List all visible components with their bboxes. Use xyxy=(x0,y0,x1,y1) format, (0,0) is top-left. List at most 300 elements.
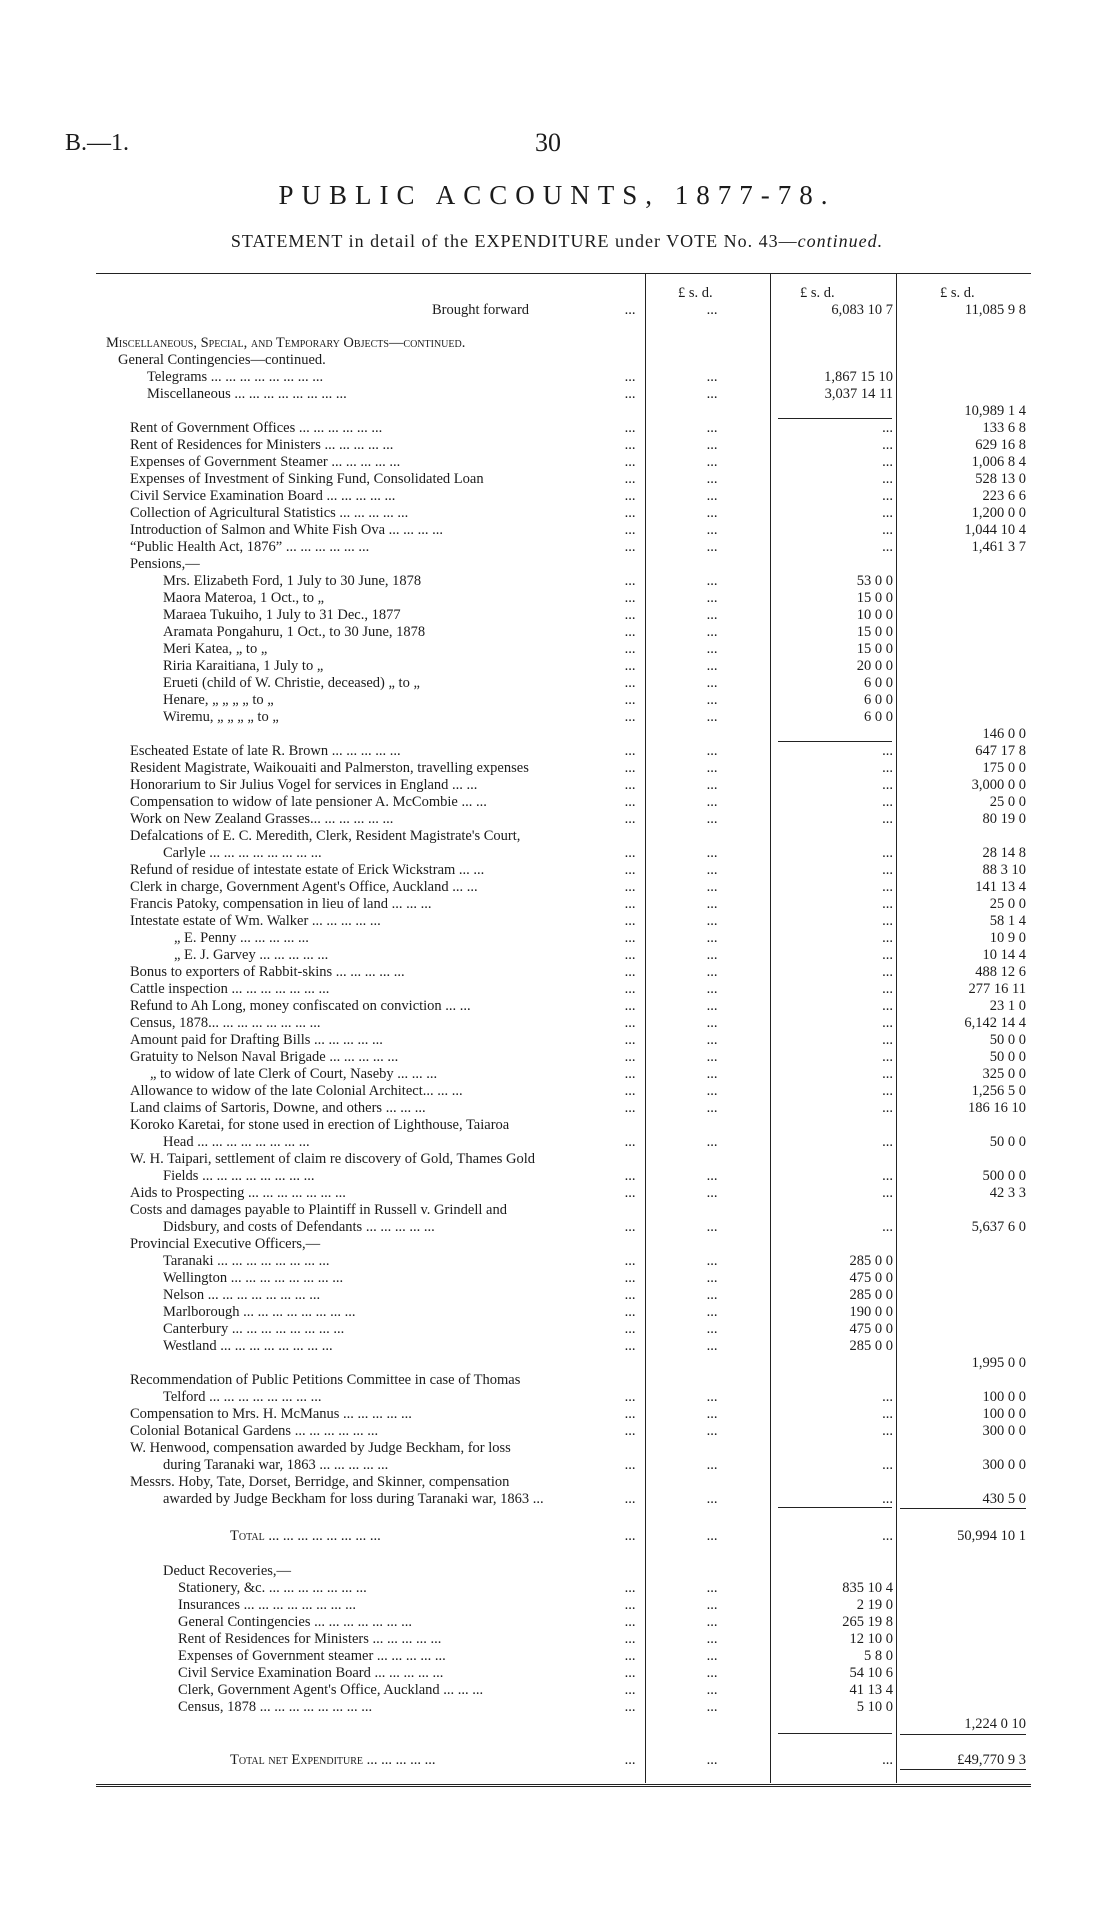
row-leader-dots: ... xyxy=(624,1066,636,1082)
col3-value: 50 0 0 xyxy=(989,1134,1026,1150)
table-row xyxy=(0,454,1114,471)
col1-header: £ s. d. xyxy=(678,285,713,301)
col2-value: 53 0 0 xyxy=(856,573,893,589)
col1-value: ... xyxy=(706,1049,718,1065)
col2-value: ... xyxy=(882,1066,893,1082)
row-leader-dots: ... xyxy=(624,964,636,980)
row-description: Refund to Ah Long, money confiscated on conviction ... ... xyxy=(130,998,471,1014)
row-leader-dots: ... xyxy=(624,658,636,674)
row-description: Census, 1878... ... ... ... ... ... ... ... xyxy=(130,1015,321,1031)
row-leader-dots: ... xyxy=(624,1338,636,1354)
row-description: Costs and damages payable to Plaintiff in Russell v. Grindell and xyxy=(130,1202,507,1218)
row-leader-dots: ... xyxy=(624,777,636,793)
col1-value: ... xyxy=(706,930,718,946)
col3-value: 23 1 0 xyxy=(989,998,1026,1014)
col2-value: ... xyxy=(882,794,893,810)
col2-value: ... xyxy=(882,964,893,980)
row-description: Insurances ... ... ... ... ... ... ... ... xyxy=(178,1597,357,1613)
col2-value: 285 0 0 xyxy=(849,1338,893,1354)
row-description: during Taranaki war, 1863 ... ... ... ... ... xyxy=(163,1457,389,1473)
col1-value: ... xyxy=(706,1066,718,1082)
col1-value: ... xyxy=(706,658,718,674)
col2-value: ... xyxy=(882,1457,893,1473)
row-description: Aids to Prospecting ... ... ... ... ... ... ... xyxy=(130,1185,346,1201)
row-description: W. H. Taipari, settlement of claim re discovery of Gold, Thames Gold xyxy=(130,1151,536,1167)
col2-value: 285 0 0 xyxy=(849,1253,893,1269)
col1-value: ... xyxy=(706,1699,718,1715)
page-reference: B.—1. xyxy=(65,130,130,156)
col2-value: ... xyxy=(882,1032,893,1048)
col3-value: 1,461 3 7 xyxy=(971,539,1026,555)
row-description: General Contingencies ... ... ... ... ... ... ... xyxy=(178,1614,412,1630)
col2-value: ... xyxy=(882,930,893,946)
row-leader-dots: ... xyxy=(624,692,636,708)
table-row xyxy=(0,760,1114,777)
col1-value: ... xyxy=(706,369,718,385)
col2-value: ... xyxy=(882,1100,893,1116)
row-leader-dots: ... xyxy=(624,471,636,487)
row-description: “Public Health Act, 1876” ... ... ... ... ... ... xyxy=(130,539,370,555)
col1-value: ... xyxy=(706,420,718,436)
col1-value: ... xyxy=(706,1304,718,1320)
row-description: Koroko Karetai, for stone used in erection of Lighthouse, Taiaroa xyxy=(130,1117,510,1133)
row-description: Taranaki ... ... ... ... ... ... ... ... xyxy=(163,1253,330,1269)
col1-value: ... xyxy=(706,1253,718,1269)
row-description: Wiremu, „ „ „ „ to „ xyxy=(163,709,279,725)
col1-value: ... xyxy=(706,471,718,487)
row-description: Didsbury, and costs of Defendants ... ... ... ... ... xyxy=(163,1219,435,1235)
table-row xyxy=(0,1270,1114,1287)
col2-value: ... xyxy=(882,471,893,487)
col2-value: 15 0 0 xyxy=(856,590,893,606)
col2-value: 6,083 10 7 xyxy=(831,302,893,318)
row-leader-dots: ... xyxy=(624,1100,636,1116)
row-leader-dots: ... xyxy=(624,1665,636,1681)
col3-value: £49,770 9 3 xyxy=(957,1752,1026,1768)
col1-value: ... xyxy=(706,505,718,521)
subtotal-rule xyxy=(900,1734,1026,1735)
col1-value: ... xyxy=(706,1752,718,1768)
col3-value: 5,637 6 0 xyxy=(971,1219,1026,1235)
row-leader-dots: ... xyxy=(624,1134,636,1150)
subtotal-rule xyxy=(900,1508,1026,1509)
row-description: Expenses of Government Steamer ... ... ... ... ... xyxy=(130,454,401,470)
col3-value: 186 16 10 xyxy=(968,1100,1026,1116)
row-leader-dots: ... xyxy=(624,1406,636,1422)
row-description: Erueti (child of W. Christie, deceased) „ to „ xyxy=(163,675,420,691)
col1-value: ... xyxy=(706,1219,718,1235)
row-description: Fields ... ... ... ... ... ... ... ... xyxy=(163,1168,315,1184)
table-row xyxy=(0,590,1114,607)
table-row xyxy=(0,1389,1114,1406)
col1-value: ... xyxy=(706,675,718,691)
table-row xyxy=(0,573,1114,590)
row-leader-dots: ... xyxy=(624,573,636,589)
row-leader-dots: ... xyxy=(624,879,636,895)
row-description: W. Henwood, compensation awarded by Judge Beckham, for loss xyxy=(130,1440,511,1456)
col3-value: 80 19 0 xyxy=(982,811,1026,827)
col2-value: ... xyxy=(882,1083,893,1099)
col2-value: 41 13 4 xyxy=(849,1682,893,1698)
col2-value: ... xyxy=(882,1528,893,1544)
table-row xyxy=(0,879,1114,896)
col1-value: ... xyxy=(706,845,718,861)
table-row xyxy=(0,1100,1114,1117)
row-description: Rent of Residences for Ministers ... ... ... ... ... xyxy=(178,1631,442,1647)
row-description: Telford ... ... ... ... ... ... ... ... xyxy=(163,1389,322,1405)
row-description: Stationery, &c. ... ... ... ... ... ... ... xyxy=(178,1580,367,1596)
subtitle-suffix: continued. xyxy=(797,231,884,251)
table-row xyxy=(0,1699,1114,1716)
col3-value: 50 0 0 xyxy=(989,1032,1026,1048)
col2-value: 15 0 0 xyxy=(856,624,893,640)
table-row xyxy=(0,1032,1114,1049)
row-description: Mrs. Elizabeth Ford, 1 July to 30 June, 1878 xyxy=(163,573,422,589)
col3-value: 25 0 0 xyxy=(989,896,1026,912)
col1-value: ... xyxy=(706,302,718,318)
row-leader-dots: ... xyxy=(624,896,636,912)
col3-value: 500 0 0 xyxy=(982,1168,1026,1184)
table-row xyxy=(0,352,1114,369)
col2-value: 3,037 14 11 xyxy=(824,386,893,402)
table-row xyxy=(0,369,1114,386)
col3-value: 277 16 11 xyxy=(968,981,1026,997)
col1-value: ... xyxy=(706,1528,718,1544)
row-leader-dots: ... xyxy=(624,947,636,963)
col1-value: ... xyxy=(706,896,718,912)
col1-value: ... xyxy=(706,488,718,504)
col3-value: 325 0 0 xyxy=(982,1066,1026,1082)
row-description: Provincial Executive Officers,— xyxy=(130,1236,321,1252)
row-leader-dots: ... xyxy=(624,1270,636,1286)
table-row xyxy=(0,1253,1114,1270)
col1-value: ... xyxy=(706,709,718,725)
row-leader-dots: ... xyxy=(624,1614,636,1630)
col1-value: ... xyxy=(706,998,718,1014)
page-number: 30 xyxy=(535,128,561,157)
col1-value: ... xyxy=(706,1614,718,1630)
row-description: Maora Materoa, 1 Oct., to „ xyxy=(163,590,325,606)
row-description: Messrs. Hoby, Tate, Dorset, Berridge, and Skinner, compensation xyxy=(130,1474,510,1490)
table-row xyxy=(0,1304,1114,1321)
col2-value: ... xyxy=(882,913,893,929)
row-leader-dots: ... xyxy=(624,1528,636,1544)
row-description: Head ... ... ... ... ... ... ... ... xyxy=(163,1134,310,1150)
row-leader-dots: ... xyxy=(624,1287,636,1303)
col3-value: 42 3 3 xyxy=(989,1185,1026,1201)
row-leader-dots: ... xyxy=(624,539,636,555)
col2-value: ... xyxy=(882,1134,893,1150)
row-leader-dots: ... xyxy=(624,1648,636,1664)
row-leader-dots: ... xyxy=(624,1389,636,1405)
row-description: Census, 1878 ... ... ... ... ... ... ... ... xyxy=(178,1699,373,1715)
row-description: Honorarium to Sir Julius Vogel for services in England ... ... xyxy=(130,777,478,793)
row-leader-dots: ... xyxy=(624,1699,636,1715)
table-row xyxy=(0,1716,1114,1733)
row-description: Aramata Pongahuru, 1 Oct., to 30 June, 1878 xyxy=(163,624,426,640)
col3-value: 1,995 0 0 xyxy=(971,1355,1026,1371)
row-description: Francis Patoky, compensation in lieu of land ... ... ... xyxy=(130,896,432,912)
table-row xyxy=(0,845,1114,862)
table-row xyxy=(0,981,1114,998)
table-row xyxy=(0,1355,1114,1372)
row-description: Westland ... ... ... ... ... ... ... ... xyxy=(163,1338,333,1354)
col2-value: 6 0 0 xyxy=(864,709,893,725)
row-leader-dots: ... xyxy=(624,1423,636,1439)
row-description: Clerk, Government Agent's Office, Auckland ... ... ... xyxy=(178,1682,484,1698)
table-row xyxy=(0,1372,1114,1389)
row-leader-dots: ... xyxy=(624,1304,636,1320)
col3-value: 100 0 0 xyxy=(982,1406,1026,1422)
col2-value: ... xyxy=(882,1168,893,1184)
table-row xyxy=(0,794,1114,811)
table-row xyxy=(0,1185,1114,1202)
table-row xyxy=(0,896,1114,913)
row-leader-dots: ... xyxy=(624,913,636,929)
row-description: „ E. J. Garvey ... ... ... ... ... xyxy=(174,947,329,963)
col1-value: ... xyxy=(706,1015,718,1031)
row-leader-dots: ... xyxy=(624,386,636,402)
col2-value: ... xyxy=(882,981,893,997)
col1-value: ... xyxy=(706,1457,718,1473)
row-description: Recommendation of Public Petitions Committee in case of Thomas xyxy=(130,1372,521,1388)
table-row xyxy=(0,386,1114,403)
col1-value: ... xyxy=(706,794,718,810)
table-row xyxy=(0,998,1114,1015)
row-leader-dots: ... xyxy=(624,1682,636,1698)
col2-value: ... xyxy=(882,505,893,521)
col3-value: 488 12 6 xyxy=(975,964,1026,980)
row-description: Miscellaneous, Special, and Temporary Objects—continued. xyxy=(106,335,466,351)
table-row xyxy=(0,828,1114,845)
table-row xyxy=(0,1440,1114,1457)
row-description: Carlyle ... ... ... ... ... ... ... ... xyxy=(163,845,322,861)
subtotal-rule xyxy=(778,418,892,419)
table-row xyxy=(0,1631,1114,1648)
col1-value: ... xyxy=(706,1168,718,1184)
col1-value: ... xyxy=(706,760,718,776)
table-row xyxy=(0,692,1114,709)
row-description: „ E. Penny ... ... ... ... ... xyxy=(174,930,309,946)
col3-value: 25 0 0 xyxy=(989,794,1026,810)
row-leader-dots: ... xyxy=(624,1321,636,1337)
col1-value: ... xyxy=(706,692,718,708)
col3-header: £ s. d. xyxy=(940,285,975,301)
col1-value: ... xyxy=(706,1185,718,1201)
table-row xyxy=(0,1491,1114,1508)
row-leader-dots: ... xyxy=(624,488,636,504)
row-leader-dots: ... xyxy=(624,1083,636,1099)
table-row xyxy=(0,437,1114,454)
col2-value: ... xyxy=(882,777,893,793)
row-description: Resident Magistrate, Waikouaiti and Palmerston, travelling expenses xyxy=(130,760,529,776)
row-leader-dots: ... xyxy=(624,981,636,997)
col1-value: ... xyxy=(706,607,718,623)
row-leader-dots: ... xyxy=(624,862,636,878)
row-description: Pensions,— xyxy=(130,556,200,572)
row-leader-dots: ... xyxy=(624,1631,636,1647)
row-description: Total net Expenditure ... ... ... ... ... xyxy=(230,1752,436,1768)
row-description: Collection of Agricultural Statistics ... ... ... ... ... xyxy=(130,505,409,521)
row-description: awarded by Judge Beckham for loss during Taranaki war, 1863 ... xyxy=(163,1491,544,1507)
col2-value: 12 10 0 xyxy=(849,1631,893,1647)
table-row xyxy=(0,505,1114,522)
col1-value: ... xyxy=(706,539,718,555)
table-row xyxy=(0,1614,1114,1631)
row-description: Compensation to Mrs. H. McManus ... ... ... ... ... xyxy=(130,1406,412,1422)
row-leader-dots: ... xyxy=(624,760,636,776)
table-row xyxy=(0,641,1114,658)
col3-value: 10 14 4 xyxy=(982,947,1026,963)
col2-value: 475 0 0 xyxy=(849,1321,893,1337)
row-description: Bonus to exporters of Rabbit-skins ... ... ... ... ... xyxy=(130,964,405,980)
table-row xyxy=(0,1563,1114,1580)
table-row xyxy=(0,862,1114,879)
table-row xyxy=(0,777,1114,794)
table-row xyxy=(0,1083,1114,1100)
row-leader-dots: ... xyxy=(624,794,636,810)
col2-value: 475 0 0 xyxy=(849,1270,893,1286)
col2-value: ... xyxy=(882,1219,893,1235)
col2-value: ... xyxy=(882,862,893,878)
col2-value: ... xyxy=(882,760,893,776)
row-description: Maraea Tukuiho, 1 July to 31 Dec., 1877 xyxy=(163,607,401,623)
subtotal-rule xyxy=(778,1733,892,1734)
subtotal-rule xyxy=(778,741,892,742)
col3-value: 528 13 0 xyxy=(975,471,1026,487)
col3-value: 133 6 8 xyxy=(982,420,1026,436)
row-leader-dots: ... xyxy=(624,1049,636,1065)
col1-value: ... xyxy=(706,1406,718,1422)
row-leader-dots: ... xyxy=(624,709,636,725)
col2-value: ... xyxy=(882,1389,893,1405)
row-leader-dots: ... xyxy=(624,590,636,606)
col1-value: ... xyxy=(706,641,718,657)
row-description: Nelson ... ... ... ... ... ... ... ... xyxy=(163,1287,321,1303)
table-row xyxy=(0,1423,1114,1440)
col3-value: 50 0 0 xyxy=(989,1049,1026,1065)
table-row xyxy=(0,522,1114,539)
table-row xyxy=(0,1168,1114,1185)
row-description: Canterbury ... ... ... ... ... ... ... ... xyxy=(163,1321,345,1337)
col3-value: 1,200 0 0 xyxy=(971,505,1026,521)
row-description: Expenses of Government steamer ... ... ... ... ... xyxy=(178,1648,446,1664)
col2-value: 265 19 8 xyxy=(842,1614,893,1630)
col1-value: ... xyxy=(706,454,718,470)
table-row xyxy=(0,964,1114,981)
row-leader-dots: ... xyxy=(624,1597,636,1613)
row-leader-dots: ... xyxy=(624,522,636,538)
col3-value: 88 3 10 xyxy=(982,862,1026,878)
col2-value: 20 0 0 xyxy=(856,658,893,674)
row-leader-dots: ... xyxy=(624,998,636,1014)
table-row xyxy=(0,1682,1114,1699)
table-row xyxy=(0,709,1114,726)
row-description: Miscellaneous ... ... ... ... ... ... ... ... xyxy=(147,386,347,402)
col3-value: 1,044 10 4 xyxy=(964,522,1026,538)
row-description: Amount paid for Drafting Bills ... ... ... ... ... xyxy=(130,1032,383,1048)
col1-value: ... xyxy=(706,913,718,929)
table-row xyxy=(0,471,1114,488)
table-row xyxy=(0,607,1114,624)
row-description: Riria Karaitiana, 1 July to „ xyxy=(163,658,324,674)
row-leader-dots: ... xyxy=(624,1752,636,1768)
row-description: Defalcations of E. C. Meredith, Clerk, Resident Magistrate's Court, xyxy=(130,828,521,844)
table-row xyxy=(0,539,1114,556)
table-row xyxy=(0,1474,1114,1491)
row-leader-dots: ... xyxy=(624,675,636,691)
col2-value: 835 10 4 xyxy=(842,1580,893,1596)
row-leader-dots: ... xyxy=(624,1491,636,1507)
table-row xyxy=(0,420,1114,437)
row-description: „ to widow of late Clerk of Court, Naseby ... ... ... xyxy=(150,1066,438,1082)
col1-value: ... xyxy=(706,1648,718,1664)
table-row xyxy=(0,1648,1114,1665)
col3-value: 28 14 8 xyxy=(982,845,1026,861)
row-leader-dots: ... xyxy=(624,641,636,657)
col2-value: 10 0 0 xyxy=(856,607,893,623)
col2-value: ... xyxy=(882,879,893,895)
col1-value: ... xyxy=(706,1321,718,1337)
col3-value: 1,256 5 0 xyxy=(971,1083,1026,1099)
row-leader-dots: ... xyxy=(624,624,636,640)
col2-value: 2 19 0 xyxy=(856,1597,893,1613)
col1-value: ... xyxy=(706,1270,718,1286)
col2-header: £ s. d. xyxy=(800,285,835,301)
col1-value: ... xyxy=(706,1597,718,1613)
table-row xyxy=(0,1219,1114,1236)
row-leader-dots: ... xyxy=(624,1032,636,1048)
col3-value: 1,224 0 10 xyxy=(964,1716,1026,1732)
row-description: Meri Katea, „ to „ xyxy=(163,641,268,657)
col3-value: 141 13 4 xyxy=(975,879,1026,895)
col3-value: 58 1 4 xyxy=(989,913,1026,929)
col3-value: 3,000 0 0 xyxy=(971,777,1026,793)
row-leader-dots: ... xyxy=(624,1219,636,1235)
row-description: Expenses of Investment of Sinking Fund, Consolidated Loan xyxy=(130,471,484,487)
table-row xyxy=(0,1202,1114,1219)
col2-value: ... xyxy=(882,811,893,827)
col2-value: 5 10 0 xyxy=(856,1699,893,1715)
col1-value: ... xyxy=(706,947,718,963)
col2-value: ... xyxy=(882,1406,893,1422)
table-row xyxy=(0,1597,1114,1614)
row-description: Henare, „ „ „ „ to „ xyxy=(163,692,274,708)
col1-value: ... xyxy=(706,522,718,538)
row-description: Cattle inspection ... ... ... ... ... ... ... xyxy=(130,981,330,997)
table-row xyxy=(0,947,1114,964)
table-row xyxy=(0,1287,1114,1304)
col1-value: ... xyxy=(706,1665,718,1681)
col1-value: ... xyxy=(706,624,718,640)
col1-value: ... xyxy=(706,777,718,793)
row-leader-dots: ... xyxy=(624,420,636,436)
row-description: Compensation to widow of late pensioner A. McCombie ... ... xyxy=(130,794,487,810)
row-description: Colonial Botanical Gardens ... ... ... ... ... ... xyxy=(130,1423,379,1439)
row-description: Land claims of Sartoris, Downe, and others ... ... ... xyxy=(130,1100,426,1116)
col1-value: ... xyxy=(706,1287,718,1303)
row-leader-dots: ... xyxy=(624,1457,636,1473)
row-description: Civil Service Examination Board ... ... ... ... ... xyxy=(178,1665,444,1681)
table-row xyxy=(0,403,1114,420)
col1-value: ... xyxy=(706,1631,718,1647)
col1-value: ... xyxy=(706,1100,718,1116)
row-description: Rent of Government Offices ... ... ... ... ... ... xyxy=(130,420,383,436)
col2-value: ... xyxy=(882,845,893,861)
table-row xyxy=(0,1406,1114,1423)
table-row xyxy=(0,675,1114,692)
col1-value: ... xyxy=(706,386,718,402)
